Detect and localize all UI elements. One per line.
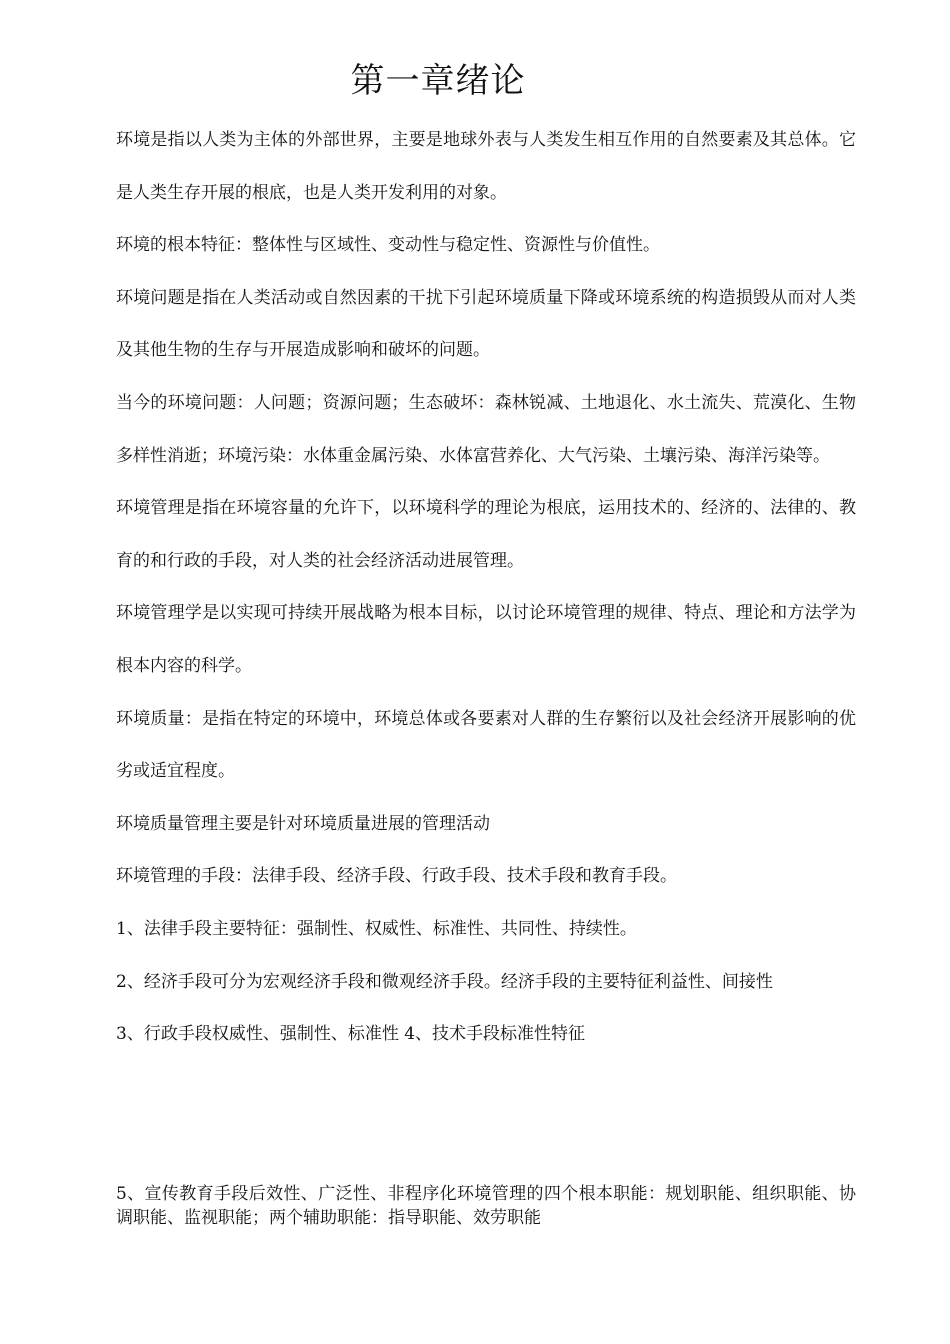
paragraph-environment-features: 环境的根本特征：整体性与区域性、变动性与稳定性、资源性与价值性。 [116, 235, 660, 256]
paragraph-environment-definition: 环境是指以人类为主体的外部世界，主要是地球外表与人类发生相互作用的自然要素及其总体。它是人类生存开展的根底，也是人类开发利用的对象。 [116, 130, 856, 203]
paragraph-economic-means: 2、经济手段可分为宏观经济手段和微观经济手段。经济手段的主要特征利益性、间接性 [116, 971, 773, 992]
paragraph-environment-quality: 环境质量：是指在特定的环境中，环境总体或各要素对人群的生存繁衍以及社会经济开展影响的优劣或适宜程度。 [116, 708, 856, 782]
paragraph-current-problems: 当今的环境问题：人问题；资源问题；生态破坏：森林锐减、土地退化、水土流失、荒漠化、生物多样性消逝；环境污染：水体重金属污染、水体富营养化、大气污染、土壤污染、海洋污染等。 [116, 392, 856, 466]
paragraph-management-means: 环境管理的手段：法律手段、经济手段、行政手段、技术手段和教育手段。 [116, 866, 677, 887]
document-title: 第一章绪论 [350, 61, 526, 101]
paragraph-management-science: 环境管理学是以实现可持续开展战略为根本目标，以讨论环境管理的规律、特点、理论和方法学为根本内容的科学。 [116, 603, 856, 676]
document-body [116, 114, 856, 1061]
paragraph-education-means-functions: 5、宣传教育手段后效性、广泛性、非程序化环境管理的四个根本职能：规划职能、组织职能、协调职能、监视职能；两个辅助职能：指导职能、效劳职能 [116, 1184, 856, 1228]
paragraph-environment-problem: 环境问题是指在人类活动或自然因素的干扰下引起环境质量下降或环境系统的构造损毁从而对人类及其他生物的生存与开展造成影响和破坏的问题。 [116, 287, 856, 361]
paragraph-environment-management: 环境管理是指在环境容量的允许下，以环境科学的理论为根底，运用技术的、经济的、法律的、教育的和行政的手段，对人类的社会经济活动进展管理。 [116, 498, 856, 571]
paragraph-quality-management: 环境质量管理主要是针对环境质量进展的管理活动 [116, 813, 490, 834]
paragraph-legal-means: 1、法律手段主要特征：强制性、权威性、标准性、共同性、持续性。 [116, 918, 637, 939]
paragraph-administrative-technical-means: 3、行政手段权威性、强制性、标准性 4、技术手段标准性特征 [116, 1024, 586, 1045]
